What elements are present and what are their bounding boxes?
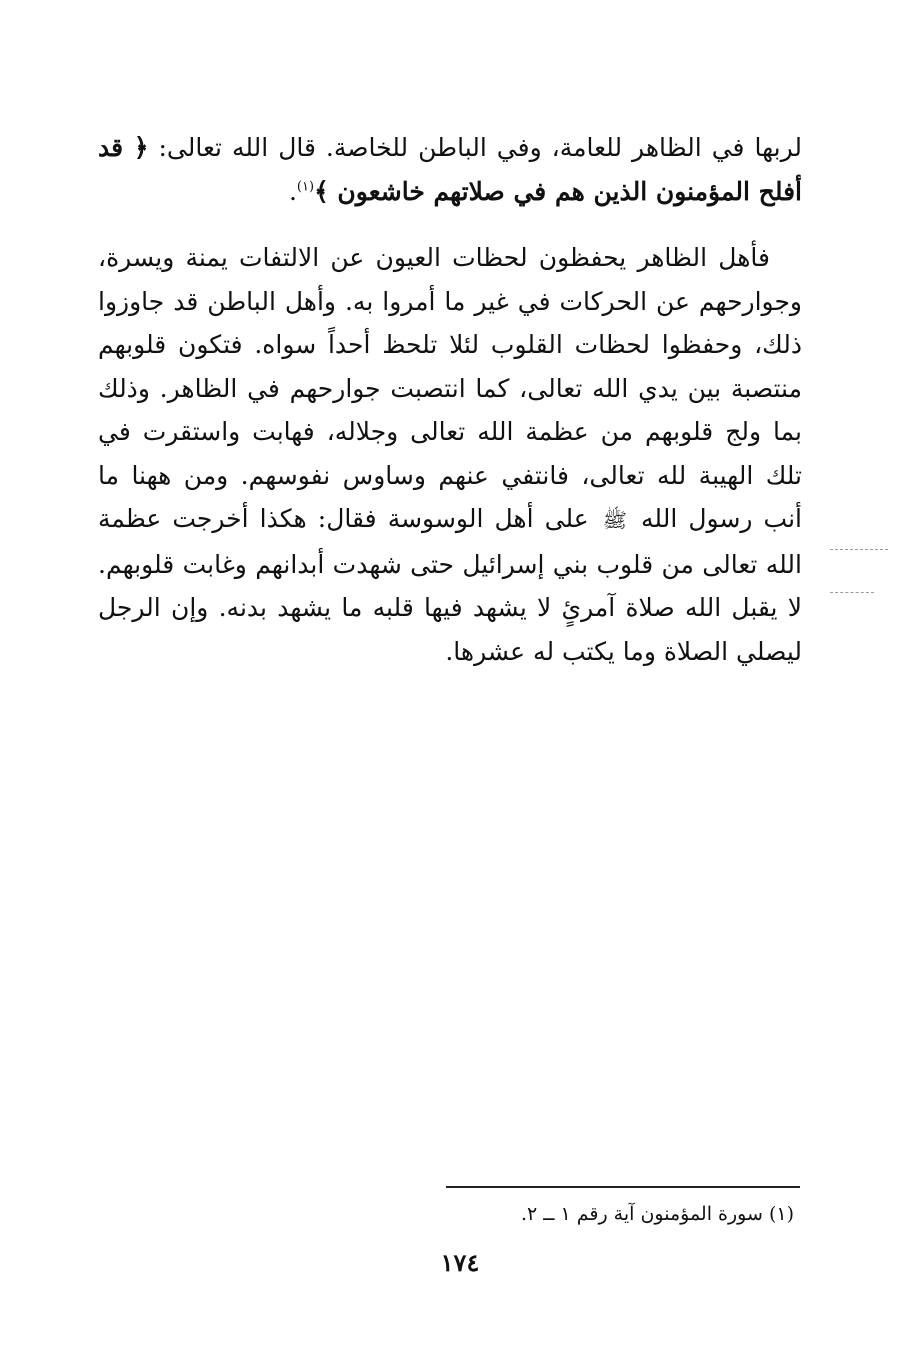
intro-lead-text: لربها في الظاهر للعامة، وفي الباطن للخاصة. قال الله تعالى: — [148, 133, 803, 162]
intro-end-punctuation: . — [288, 176, 297, 206]
quran-close-bracket: ﴾ — [314, 176, 329, 206]
footnote-divider — [446, 1186, 800, 1188]
page-number: ١٧٤ — [440, 1248, 480, 1277]
quran-open-bracket: ﴿ — [133, 133, 149, 162]
prophet-honorific-glyph: ﷺ — [602, 508, 627, 532]
main-paragraph — [98, 236, 802, 673]
intro-paragraph — [98, 126, 802, 213]
margin-scan-mark — [830, 592, 874, 593]
footnote-reference: (١) — [296, 179, 315, 195]
main-paragraph-part-1: فأهل الظاهر يحفظون لحظات العيون عن الالتفات يمنة ويسرة، وجوارحهم عن الحركات في غير ما أمروا به. وأهل الباطن قد جاوزوا ذلك، وحفظوا لحظات القلوب لئلا تلحظ أحداً سواه. فتكون قلوبهم منتصبة بين يدي الله تعالى، كما انتصبت جوارحهم في الظاهر. وذلك بما ولج قلوبهم من عظمة الله تعالى وجلاله، فهابت واستقرت في تلك الهيبة لله تعالى، فانتفي عنهم وساوس نفوسهم. ومن ههنا ما أنب رسول الله — [98, 243, 803, 533]
margin-scan-mark — [830, 549, 888, 550]
main-paragraph-part-2: على أهل الوسوسة فقال: هكذا أخرجت عظمة الله تعالى من قلوب بني إسرائيل حتى شهدت أبدانهم وغابت قلوبهم. لا يقبل الله صلاة آمرئٍ لا يشهد فيها قلبه ما يشهد بدنه. وإن الرجل ليصلي الصلاة وما يكتب له عشرها. — [98, 504, 802, 666]
footnote: (١) سورة المؤمنون آية رقم ١ ــ ٢. — [520, 1203, 794, 1225]
quran-verse-text: قد أفلح المؤمنون الذين هم في صلاتهم خاشعون — [98, 133, 802, 206]
